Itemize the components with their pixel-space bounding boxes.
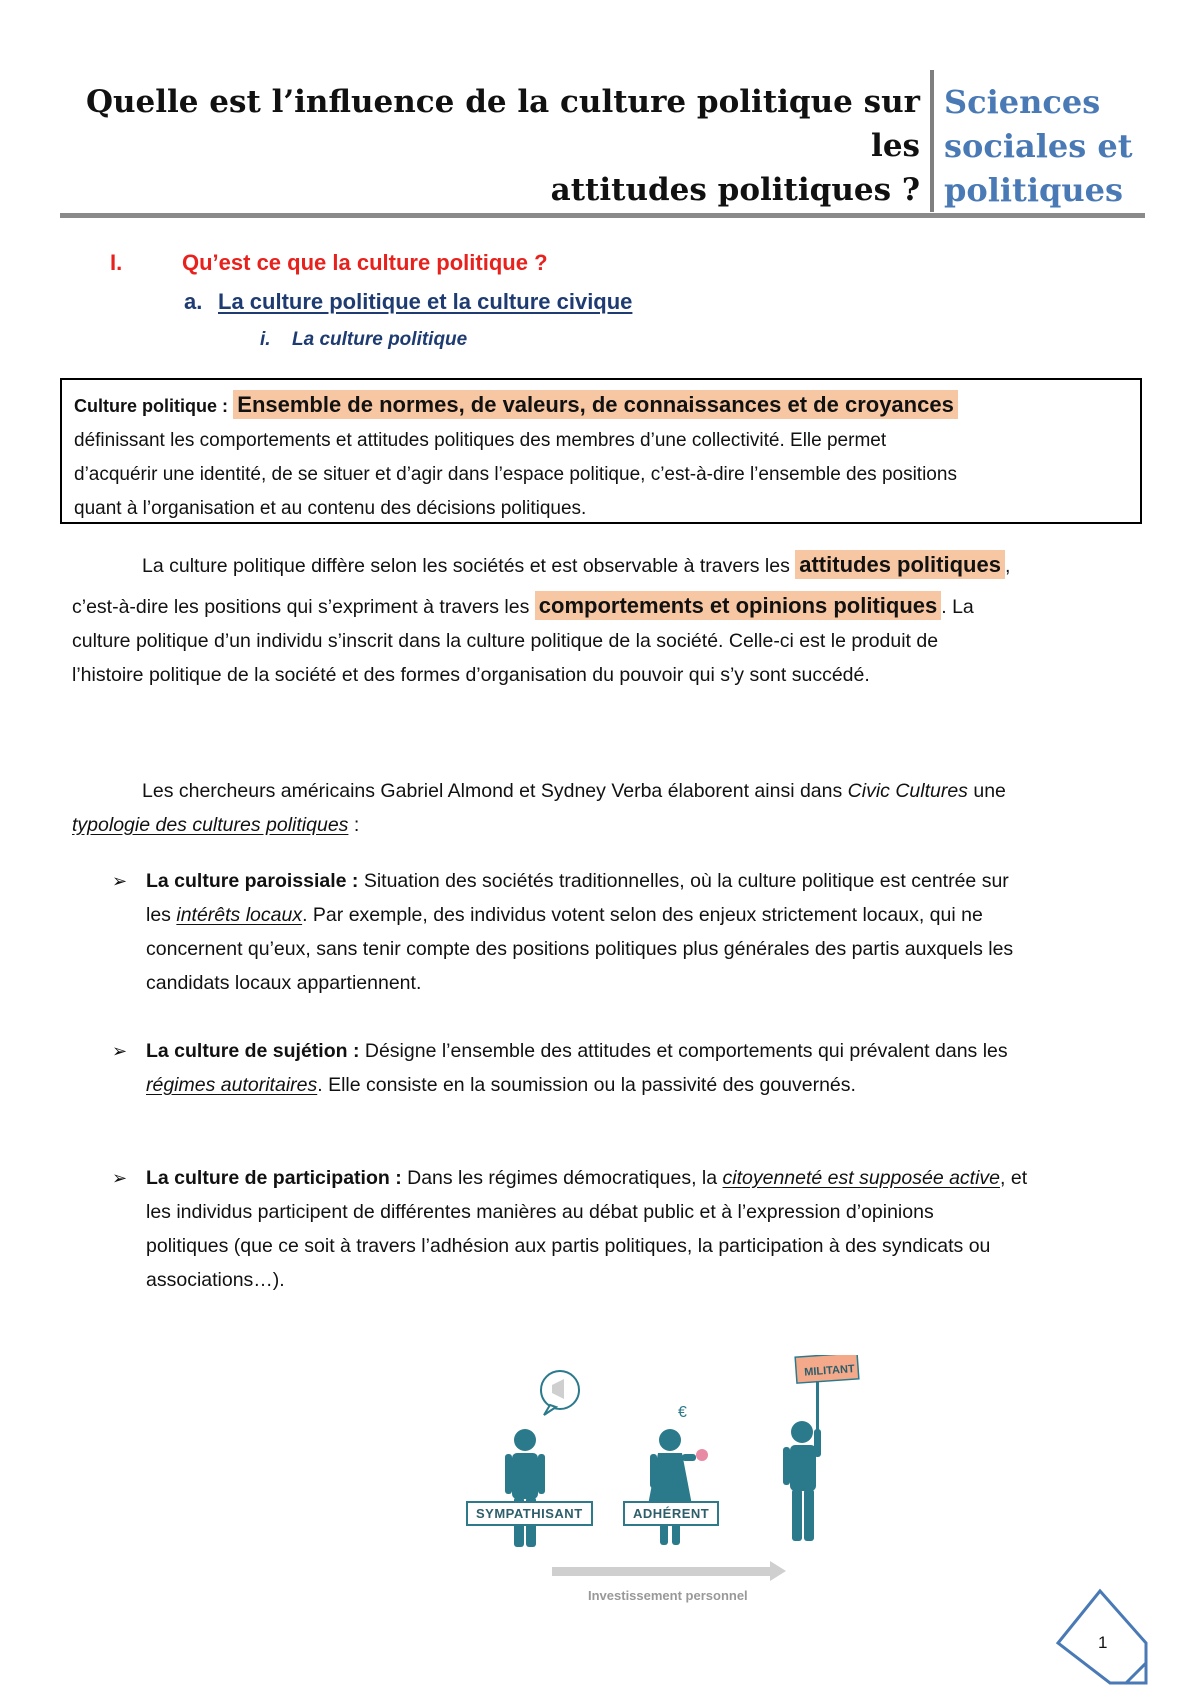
- para2-line-1: [72, 774, 1144, 808]
- bullet3-line-3: politiques (que ce soit à travers l’adhésion aux partis politiques, la participation à des syndicats ou: [146, 1235, 991, 1257]
- para1-line-4: l’histoire politique de la société et des formes d’organisation du pouvoir qui s’y sont succédé.: [72, 664, 870, 686]
- heading-2-number: a.: [184, 289, 203, 314]
- progress-arrow-icon: [552, 1561, 786, 1581]
- bullet3-line-1: [146, 1161, 1142, 1195]
- heading-3-number: i.: [260, 329, 271, 350]
- militant-figure-icon: [783, 1421, 821, 1541]
- heading-2-text: La culture politique et la culture civique: [218, 289, 633, 314]
- label-adherent: ADHÉRENT: [623, 1501, 719, 1526]
- heading-3-text: La culture politique: [292, 329, 468, 350]
- heading-level-3: [260, 329, 467, 351]
- label-sympathisant: SYMPATHISANT: [466, 1501, 593, 1526]
- bullet2-underlined: régimes autoritaires: [146, 1074, 318, 1096]
- subject-line-1: Sciences: [944, 83, 1101, 121]
- arrow-bullet-icon: ➢: [112, 871, 128, 891]
- speech-bubble-icon: [541, 1371, 579, 1415]
- highlight-comportements-opinions: comportements et opinions politiques: [535, 591, 941, 620]
- heading-1-number: I.: [110, 250, 123, 275]
- bullet2-text-1: Désigne l’ensemble des attitudes et comportements qui prévalent dans les: [359, 1040, 1008, 1062]
- bullet3-text-2: , et: [1000, 1167, 1028, 1189]
- definition-line-3: d’acquérir une identité, de se situer et d’agir dans l’espace politique, c’est-à-dire l’ensemble des positions: [74, 464, 957, 485]
- engagement-illustration: [460, 1355, 880, 1615]
- figure-caption: Investissement personnel: [588, 1588, 748, 1603]
- heading-level-2: [184, 289, 632, 315]
- bullet-culture-paroissiale: [112, 864, 1142, 1000]
- bullet1-line-4: candidats locaux appartiennent.: [146, 972, 422, 994]
- bullet3-line-2: les individus participent de différentes manières au débat public et à l’expression d’opinions: [146, 1201, 934, 1223]
- header-divider-horizontal: [60, 213, 1145, 218]
- paragraph-typologie: [72, 774, 1144, 842]
- para1-text-4: . La: [941, 596, 974, 618]
- subject-line-2: sociales et: [944, 127, 1133, 165]
- adherent-figure-icon: [648, 1429, 708, 1545]
- arrow-bullet-icon: ➢: [112, 1168, 128, 1188]
- highlight-attitudes-politiques: attitudes politiques: [795, 550, 1005, 579]
- para1-text-2: ,: [1004, 555, 1011, 577]
- para2-line-2: [72, 808, 1144, 842]
- title-line-1: Quelle est l’influence de la culture politique sur les: [85, 84, 920, 164]
- bullet1-line-3: concernent qu’eux, sans tenir compte des positions politiques plus générales des partis auxquels les: [146, 938, 1014, 960]
- euro-symbol-icon: €: [678, 1404, 687, 1421]
- header-divider-vertical: [930, 70, 934, 212]
- book-title: Civic Cultures: [847, 780, 968, 802]
- bullet3-text-1: Dans les régimes démocratiques, la: [401, 1167, 723, 1189]
- typologie-underlined: typologie des cultures politiques: [72, 814, 349, 836]
- subject-label: [944, 80, 1133, 212]
- sympathisant-figure-icon: [505, 1429, 545, 1547]
- document-title: [40, 80, 920, 212]
- definition-label: Culture politique :: [74, 396, 228, 416]
- para2-text-3: :: [348, 814, 360, 836]
- page-number: 1: [1098, 1633, 1108, 1652]
- bullet2-line-2: [146, 1068, 1142, 1102]
- bullet1-text-3: . Par exemple, des individus votent selon des enjeux strictement locaux, qui ne: [302, 904, 983, 926]
- para2-text-2: une: [967, 780, 1006, 802]
- para2-text-1: Les chercheurs américains Gabriel Almond et Sydney Verba élaborent ainsi dans: [142, 780, 848, 802]
- definition-line-1: [74, 388, 1128, 424]
- title-line-2: attitudes politiques ?: [550, 172, 920, 208]
- subject-line-3: politiques: [944, 171, 1123, 209]
- definition-line-2: définissant les comportements et attitudes politiques des membres d’une collectivité. Elle permet: [74, 430, 887, 451]
- bullet-culture-sujetion: [112, 1034, 1142, 1102]
- paragraph-culture-politique: [72, 548, 1144, 692]
- bullet1-label: La culture paroissiale :: [146, 870, 359, 892]
- definition-highlight: Ensemble de normes, de valeurs, de connaissances et de croyances: [233, 390, 958, 419]
- heading-1-text: Qu’est ce que la culture politique ?: [182, 250, 548, 275]
- para1-text-1: La culture politique diffère selon les sociétés et est observable à travers les: [142, 555, 796, 577]
- para1-line-1: [72, 548, 1144, 583]
- bullet-culture-participation: [112, 1161, 1142, 1297]
- bullet1-line-1: [146, 864, 1142, 898]
- definition-box: [60, 378, 1142, 524]
- bullet3-label: La culture de participation :: [146, 1167, 402, 1189]
- bullet2-line-1: [146, 1034, 1142, 1068]
- heading-level-1: [110, 250, 548, 276]
- illustration-graphic: [460, 1355, 880, 1615]
- page-number-badge: [1054, 1585, 1154, 1695]
- bullet1-text-1: Situation des sociétés traditionnelles, où la culture politique est centrée sur: [358, 870, 1009, 892]
- bullet1-line-2: [146, 898, 1142, 932]
- bullet3-underlined: citoyenneté est supposée active: [722, 1167, 1001, 1189]
- bullet1-underlined: intérêts locaux: [176, 904, 303, 926]
- militant-sign-text: MILITANT: [803, 1363, 856, 1379]
- bullet3-line-4: associations…).: [146, 1269, 285, 1291]
- bullet2-text-2: . Elle consiste en la soumission ou la passivité des gouvernés.: [317, 1074, 856, 1096]
- para1-line-3: culture politique d’un individu s’inscrit dans la culture politique de la société. Celle-ci est le produit de: [72, 630, 939, 652]
- definition-line-4: quant à l’organisation et au contenu des décisions politiques.: [74, 498, 587, 519]
- bullet1-text-2: les: [146, 904, 177, 926]
- militant-sign-icon: [795, 1355, 859, 1431]
- para1-line-2: [72, 589, 1144, 624]
- arrow-bullet-icon: ➢: [112, 1041, 128, 1061]
- bullet2-label: La culture de sujétion :: [146, 1040, 360, 1062]
- para1-text-3: c’est-à-dire les positions qui s’expriment à travers les: [72, 596, 535, 618]
